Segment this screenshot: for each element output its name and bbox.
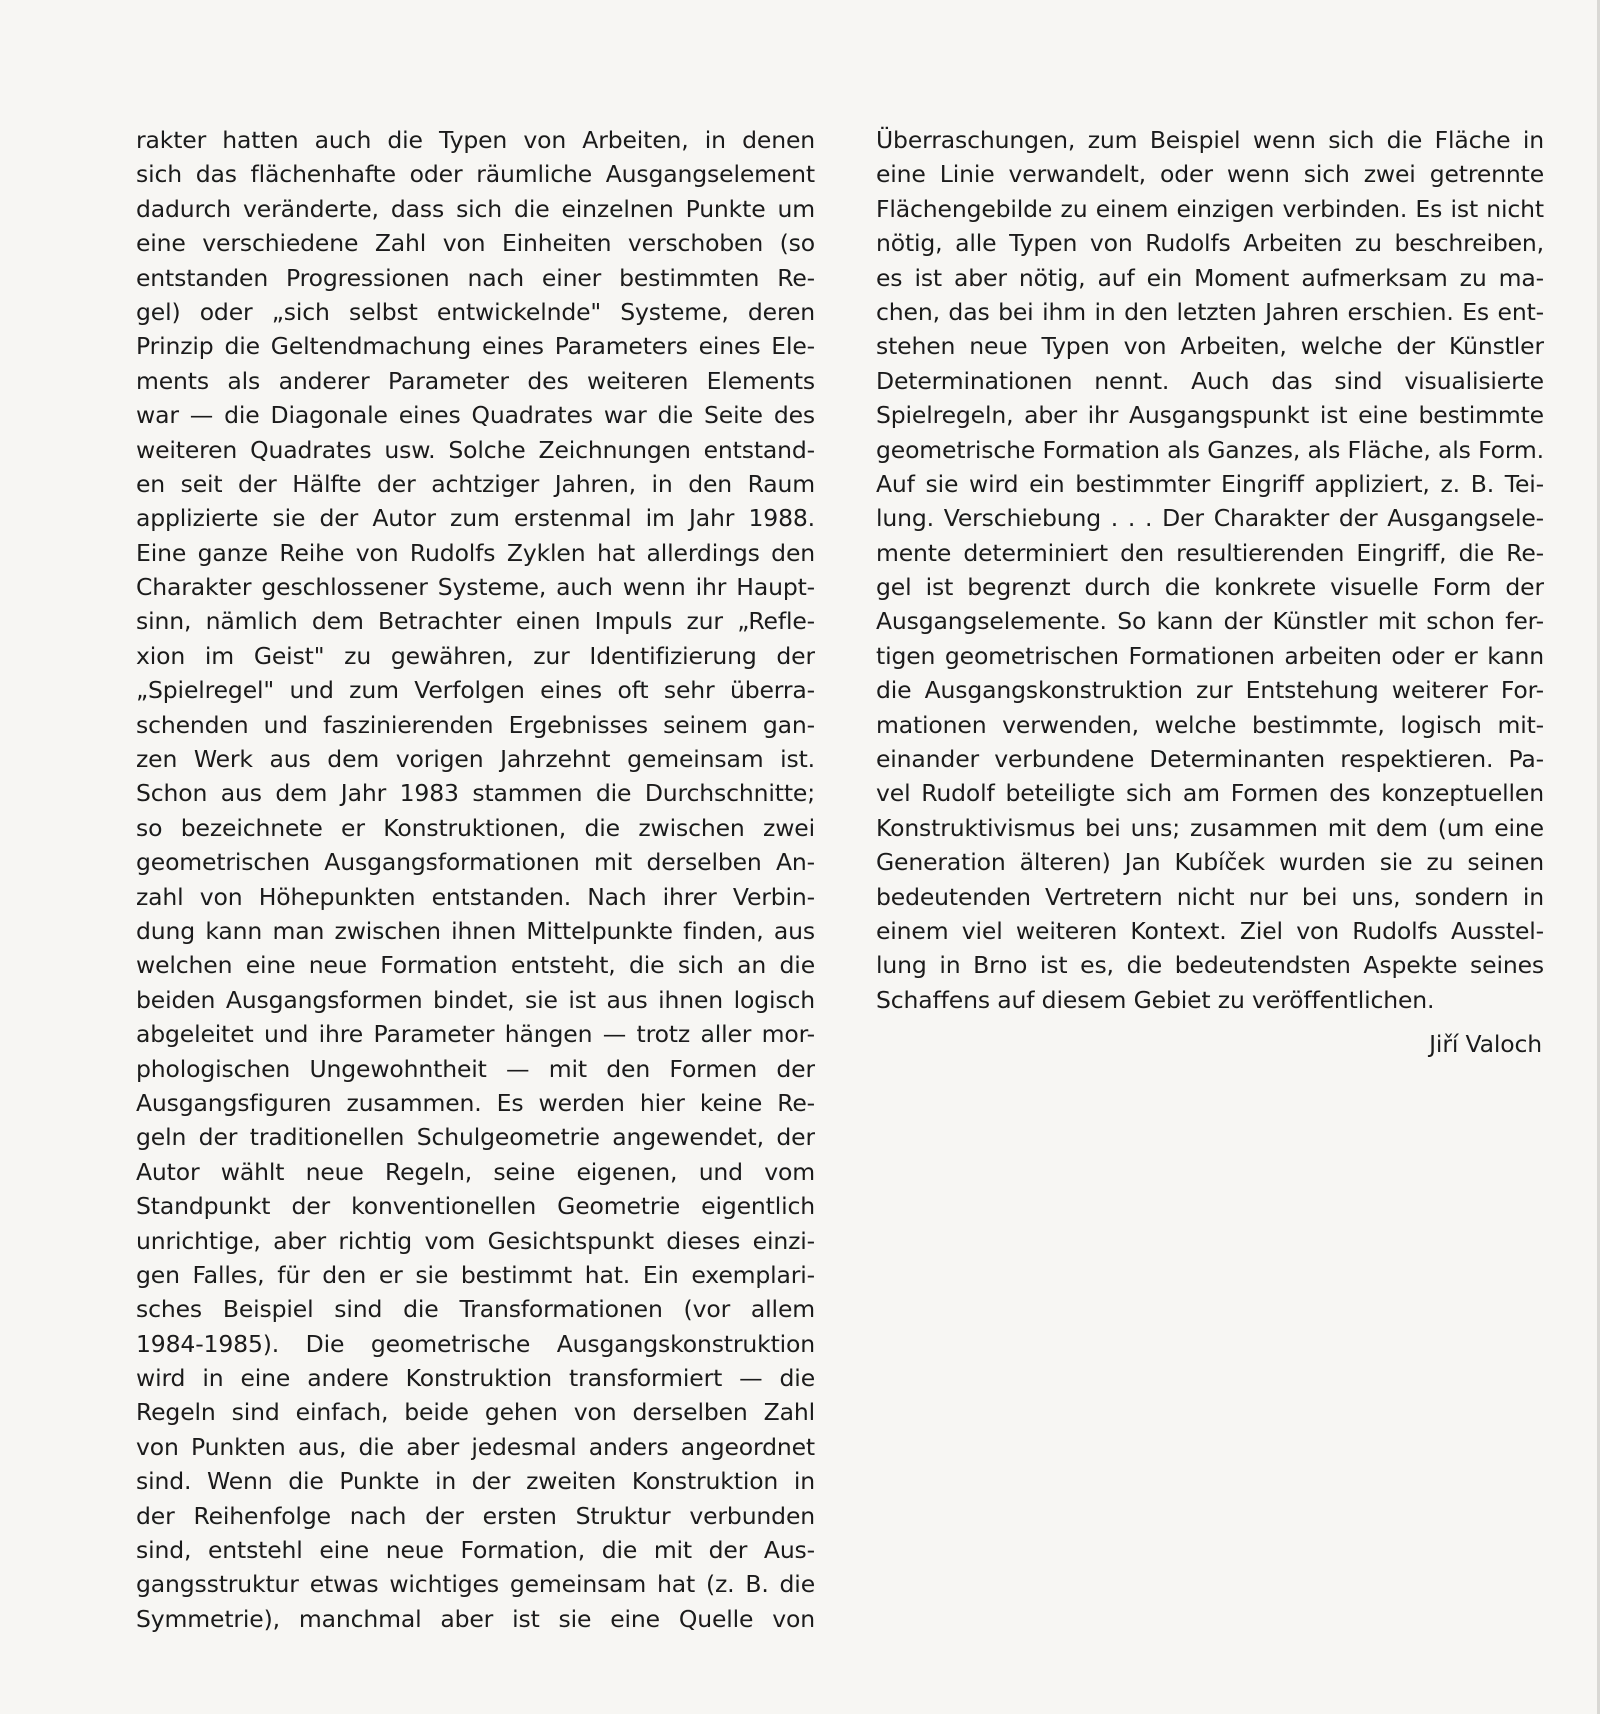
text-line: Ausgangselemente. So kann der Künstler mit schon fer- — [876, 607, 1544, 636]
text-line: von Punkten aus, die aber jedesmal anders angeordnet — [136, 1432, 815, 1461]
text-line: einander verbundene Determinanten respektieren. Pa- — [876, 745, 1544, 774]
text-line: applizierte sie der Autor zum erstenmal im Jahr 1988. — [136, 504, 815, 533]
text-line: weiteren Quadrates usw. Solche Zeichnungen entstand- — [136, 435, 815, 464]
text-line: „Spielregel" und zum Verfolgen eines oft sehr überra- — [136, 676, 815, 705]
text-line: einem viel weiteren Kontext. Ziel von Rudolfs Ausstel- — [876, 916, 1544, 945]
text-line: mationen verwenden, welche bestimmte, logisch mit- — [876, 710, 1544, 739]
text-line: stehen neue Typen von Arbeiten, welche der Künstler — [876, 332, 1544, 361]
text-line: Schaffens auf diesem Gebiet zu veröffentlichen. — [876, 985, 1435, 1014]
text-line: dadurch veränderte, dass sich die einzelnen Punkte um — [136, 194, 815, 223]
text-line: so bezeichnete er Konstruktionen, die zwischen zwei — [136, 813, 815, 842]
text-line: Schon aus dem Jahr 1983 stammen die Durchschnitte; — [136, 779, 815, 808]
text-line: Prinzip die Geltendmachung eines Parameters eines Ele- — [136, 332, 815, 361]
text-line: vel Rudolf beteiligte sich am Formen des konzeptuellen — [876, 779, 1544, 808]
text-line: Symmetrie), manchmal aber ist sie eine Quelle von — [136, 1604, 815, 1633]
author-signature: Jiří Valoch — [1429, 1030, 1542, 1059]
text-line: Regeln sind einfach, beide gehen von derselben Zahl — [136, 1398, 815, 1427]
text-line: geometrische Formation als Ganzes, als Fläche, als Form. — [876, 435, 1544, 464]
text-line: lung. Verschiebung . . . Der Charakter der Ausgangsele- — [876, 504, 1544, 533]
text-line: sich das flächenhafte oder räumliche Ausgangselement — [136, 160, 815, 189]
text-line: nötig, alle Typen von Rudolfs Arbeiten zu beschreiben, — [876, 229, 1544, 258]
text-line: sches Beispiel sind die Transformationen (vor allem — [136, 1295, 815, 1324]
text-line: zen Werk aus dem vorigen Jahrzehnt gemeinsam ist. — [136, 745, 815, 774]
text-line: der Reihenfolge nach der ersten Struktur verbunden — [136, 1501, 815, 1530]
text-line: Ausgangsfiguren zusammen. Es werden hier keine Re- — [136, 1088, 815, 1117]
text-line: gel) oder „sich selbst entwickelnde" Systeme, deren — [136, 297, 815, 326]
text-line: Standpunkt der konventionellen Geometrie eigentlich — [136, 1192, 815, 1221]
text-line: Charakter geschlossener Systeme, auch wenn ihr Haupt- — [136, 573, 815, 602]
text-line: gel ist begrenzt durch die konkrete visuelle Form der — [876, 573, 1544, 602]
text-line: en seit der Hälfte der achtziger Jahren, in den Raum — [136, 469, 815, 498]
text-line: eine Linie verwandelt, oder wenn sich zwei getrennte — [876, 160, 1544, 189]
text-line: chen, das bei ihm in den letzten Jahren erschien. Es ent- — [876, 297, 1544, 326]
text-line: tigen geometrischen Formationen arbeiten oder er kann — [876, 641, 1544, 670]
text-line: Determinationen nennt. Auch das sind visualisierte — [876, 366, 1544, 395]
text-line: eine verschiedene Zahl von Einheiten verschoben (so — [136, 229, 815, 258]
text-line: wird in eine andere Konstruktion transformiert — die — [136, 1364, 815, 1393]
text-line: Spielregeln, aber ihr Ausgangspunkt ist eine bestimmte — [876, 401, 1544, 430]
text-line: xion im Geist" zu gewähren, zur Identifizierung der — [136, 641, 815, 670]
right-text-column — [876, 123, 1544, 1062]
text-line: es ist aber nötig, auf ein Moment aufmerksam zu ma- — [876, 263, 1544, 292]
text-line: beiden Ausgangsformen bindet, sie ist aus ihnen logisch — [136, 985, 815, 1014]
text-line: Autor wählt neue Regeln, seine eigenen, und vom — [136, 1157, 815, 1186]
text-line: geln der traditionellen Schulgeometrie angewendet, der — [136, 1123, 815, 1152]
text-line: Konstruktivismus bei uns; zusammen mit dem (um eine — [876, 813, 1544, 842]
text-line: entstanden Progressionen nach einer bestimmten Re- — [136, 263, 815, 292]
text-line: mente determiniert den resultierenden Eingriff, die Re- — [876, 538, 1544, 567]
text-line: Auf sie wird ein bestimmter Eingriff appliziert, z. B. Tei- — [876, 469, 1544, 498]
text-line: unrichtige, aber richtig vom Gesichtspunkt dieses einzi- — [136, 1226, 815, 1255]
text-line: bedeutenden Vertretern nicht nur bei uns, sondern in — [876, 882, 1544, 911]
text-line: gen Falles, für den er sie bestimmt hat. Ein exemplari- — [136, 1260, 815, 1289]
text-line: gangsstruktur etwas wichtiges gemeinsam hat (z. B. die — [136, 1570, 815, 1599]
text-line: Generation älteren) Jan Kubíček wurden sie zu seinen — [876, 848, 1544, 877]
text-line: Eine ganze Reihe von Rudolfs Zyklen hat allerdings den — [136, 538, 815, 567]
text-line: sind, entstehl eine neue Formation, die mit der Aus- — [136, 1536, 815, 1565]
text-line: schenden und faszinierenden Ergebnisses seinem gan- — [136, 710, 815, 739]
text-line: abgeleitet und ihre Parameter hängen — trotz aller mor- — [136, 1020, 815, 1049]
text-line: zahl von Höhepunkten entstanden. Nach ihrer Verbin- — [136, 882, 815, 911]
text-line: die Ausgangskonstruktion zur Entstehung weiterer For- — [876, 676, 1544, 705]
text-line: rakter hatten auch die Typen von Arbeiten, in denen — [136, 126, 815, 154]
text-line: sinn, nämlich dem Betrachter einen Impuls zur „Refle- — [136, 607, 815, 636]
text-line: lung in Brno ist es, die bedeutendsten Aspekte seines — [876, 951, 1544, 980]
text-line: geometrischen Ausgangsformationen mit derselben An- — [136, 848, 815, 877]
text-line: sind. Wenn die Punkte in der zweiten Konstruktion in — [136, 1467, 815, 1496]
text-line: 1984-1985). Die geometrische Ausgangskonstruktion — [136, 1329, 815, 1358]
text-line: ments als anderer Parameter des weiteren Elements — [136, 366, 815, 395]
text-line: dung kann man zwischen ihnen Mittelpunkte finden, aus — [136, 916, 815, 945]
text-line: welchen eine neue Formation entsteht, die sich an die — [136, 951, 815, 980]
text-line: Flächengebilde zu einem einzigen verbinden. Es ist nicht — [876, 194, 1544, 223]
left-text-column — [136, 123, 815, 1636]
text-line: Überraschungen, zum Beispiel wenn sich die Fläche in — [876, 126, 1544, 154]
text-line: war — die Diagonale eines Quadrates war die Seite des — [136, 401, 815, 430]
text-line: phologischen Ungewohntheit — mit den Formen der — [136, 1054, 815, 1083]
